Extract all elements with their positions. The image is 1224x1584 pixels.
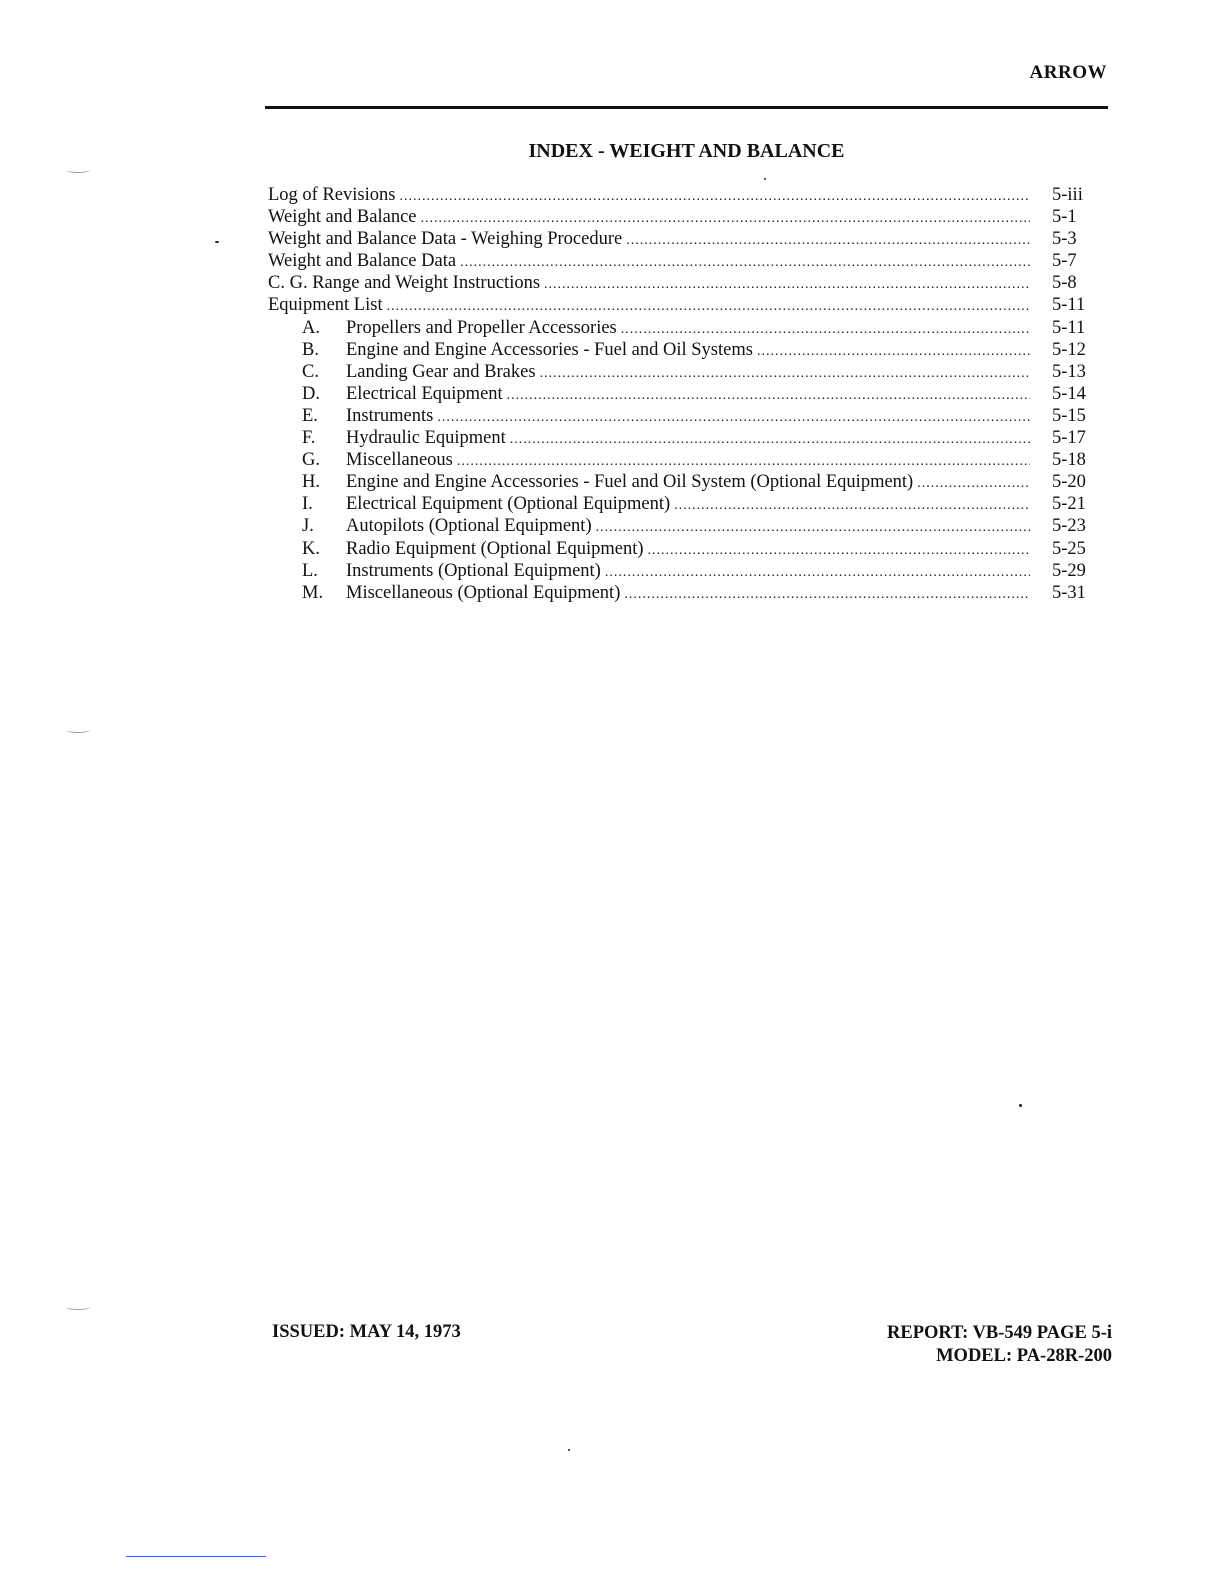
scan-artifact — [66, 728, 90, 733]
toc-sub-entry-letter: F. — [302, 428, 316, 449]
toc-sub-entry-label: Landing Gear and Brakes — [346, 361, 536, 382]
scan-speck — [215, 241, 219, 243]
toc-sub-entry-label: Instruments (Optional Equipment) — [346, 560, 601, 581]
scan-speck — [568, 1449, 570, 1451]
toc-sub-entry-label: Electrical Equipment (Optional Equipment) — [346, 494, 671, 515]
toc-sub-entry-page: 5-21 — [1052, 494, 1086, 515]
toc-sub-entry-label: Autopilots (Optional Equipment) — [346, 516, 592, 537]
toc-leader-dots — [460, 252, 1030, 274]
toc-sub-entry[interactable] — [268, 339, 1104, 361]
toc-sub-entry-label: Propellers and Propeller Accessories — [346, 317, 617, 338]
toc-sub-entry-page: 5-31 — [1052, 582, 1086, 603]
toc-sub-entry[interactable] — [268, 582, 1104, 604]
toc-leader-dots — [596, 517, 1030, 539]
toc-sub-entry-page: 5-29 — [1052, 560, 1086, 581]
toc-sub-entry[interactable] — [268, 471, 1104, 493]
toc-sub-entry-label: Miscellaneous — [346, 450, 453, 471]
toc-entry-label: C. G. Range and Weight Instructions — [268, 273, 541, 294]
toc-sub-entry[interactable] — [268, 449, 1104, 471]
toc-leader-dots — [605, 562, 1030, 584]
toc-entry-page: 5-3 — [1052, 229, 1077, 250]
toc-leader-dots — [757, 341, 1030, 363]
toc-leader-dots — [421, 208, 1030, 230]
toc-leader-dots — [540, 363, 1030, 385]
toc-sub-entry-letter: C. — [302, 361, 319, 382]
toc-sub-entry-letter: H. — [302, 472, 320, 493]
toc-entry-page: 5-7 — [1052, 251, 1077, 272]
toc-leader-dots — [387, 296, 1030, 318]
toc-sub-entry-label: Engine and Engine Accessories - Fuel and Oil Systems — [346, 339, 753, 360]
toc-leader-dots — [437, 407, 1030, 429]
toc-sub-entry[interactable] — [268, 560, 1104, 582]
toc-leader-dots — [626, 230, 1030, 252]
scan-artifact — [66, 1305, 90, 1310]
scan-artifact — [66, 168, 90, 173]
toc-leader-dots — [917, 473, 1030, 495]
toc-sub-entry-label: Engine and Engine Accessories - Fuel and Oil System (Optional Equipment) — [346, 472, 914, 493]
toc-sub-entry[interactable] — [268, 427, 1104, 449]
toc-sub-entry-letter: J. — [302, 516, 314, 537]
toc-sub-entry-letter: M. — [302, 582, 324, 603]
footer-report-page: REPORT: VB-549 PAGE 5-i — [887, 1323, 1112, 1343]
toc-leader-dots — [648, 540, 1031, 562]
toc-sub-entry-letter: K. — [302, 538, 320, 559]
toc-sub-entry-letter: G. — [302, 450, 320, 471]
toc-sub-entry-page: 5-12 — [1052, 339, 1086, 360]
header-rule — [265, 106, 1108, 109]
toc-entry-label: Log of Revisions — [268, 185, 396, 205]
toc-entry-page: 5-11 — [1052, 295, 1086, 316]
toc-entry-label: Equipment List — [268, 295, 383, 316]
toc-entry-page: 5-1 — [1052, 207, 1077, 228]
toc-entry-page: 5-8 — [1052, 273, 1077, 294]
scan-speck — [1019, 1104, 1022, 1107]
toc-sub-entry[interactable] — [268, 515, 1104, 537]
toc-sub-entry-letter: B. — [302, 339, 319, 360]
toc-leader-dots — [544, 274, 1030, 296]
toc-sub-entry-label: Electrical Equipment — [346, 383, 503, 404]
footer-report-info — [887, 1322, 1112, 1368]
toc-sub-entry-page: 5-11 — [1052, 317, 1086, 338]
toc-sub-entry-page: 5-15 — [1052, 405, 1086, 426]
toc-leader-dots — [510, 429, 1030, 451]
toc-sub-entry-label: Miscellaneous (Optional Equipment) — [346, 582, 621, 603]
toc-leader-dots — [621, 319, 1030, 341]
toc-leader-dots — [507, 385, 1030, 407]
toc-leader-dots — [399, 186, 1030, 208]
toc-sub-entry[interactable] — [268, 493, 1104, 515]
toc-sub-entry[interactable] — [268, 538, 1104, 560]
toc-sub-entry-letter: D. — [302, 383, 320, 404]
toc-entry[interactable] — [268, 294, 1104, 316]
toc-leader-dots — [624, 584, 1030, 606]
toc-sub-entry-letter: I. — [302, 494, 313, 515]
toc-sub-entry-label: Hydraulic Equipment — [346, 428, 506, 449]
toc-entry[interactable] — [268, 250, 1104, 272]
toc-entry[interactable] — [268, 206, 1104, 228]
toc-sub-entry[interactable] — [268, 317, 1104, 339]
toc-sub-entry-letter: L. — [302, 560, 318, 581]
toc-sub-entry-page: 5-13 — [1052, 361, 1086, 382]
footer-issued-date: ISSUED: MAY 14, 1973 — [272, 1322, 461, 1342]
toc-entry-page: 5-iii — [1052, 185, 1083, 205]
toc-sub-entry-page: 5-25 — [1052, 538, 1086, 559]
toc-sub-entry[interactable] — [268, 405, 1104, 427]
toc-sub-entry[interactable] — [268, 383, 1104, 405]
toc-entry[interactable] — [268, 228, 1104, 250]
header-title: ARROW — [1029, 62, 1107, 83]
toc-entry-label: Weight and Balance Data — [268, 251, 457, 272]
toc-sub-entry-letter: E. — [302, 405, 318, 426]
toc-sub-entry-page: 5-23 — [1052, 516, 1086, 537]
toc-sub-entry[interactable] — [268, 361, 1104, 383]
toc-sub-entry-label: Radio Equipment (Optional Equipment) — [346, 538, 644, 559]
toc-sub-entry-page: 5-17 — [1052, 428, 1086, 449]
toc-entry-label: Weight and Balance Data - Weighing Procedure — [268, 229, 623, 250]
scan-speck — [764, 178, 766, 180]
index-title: INDEX - WEIGHT AND BALANCE — [528, 140, 845, 162]
toc-sub-entry-page: 5-18 — [1052, 450, 1086, 471]
scan-edge-line — [126, 1556, 266, 1557]
toc-entry-label: Weight and Balance — [268, 207, 417, 228]
footer-model: MODEL: PA-28R-200 — [936, 1346, 1112, 1366]
toc-sub-entry-letter: A. — [302, 317, 320, 338]
table-of-contents — [268, 184, 1104, 604]
toc-entry[interactable] — [268, 272, 1104, 294]
toc-sub-entry-label: Instruments — [346, 405, 434, 426]
toc-leader-dots — [674, 495, 1030, 517]
toc-sub-entry-page: 5-14 — [1052, 383, 1086, 404]
toc-sub-entry-page: 5-20 — [1052, 472, 1086, 493]
toc-entry[interactable] — [268, 184, 1104, 206]
toc-leader-dots — [457, 451, 1030, 473]
